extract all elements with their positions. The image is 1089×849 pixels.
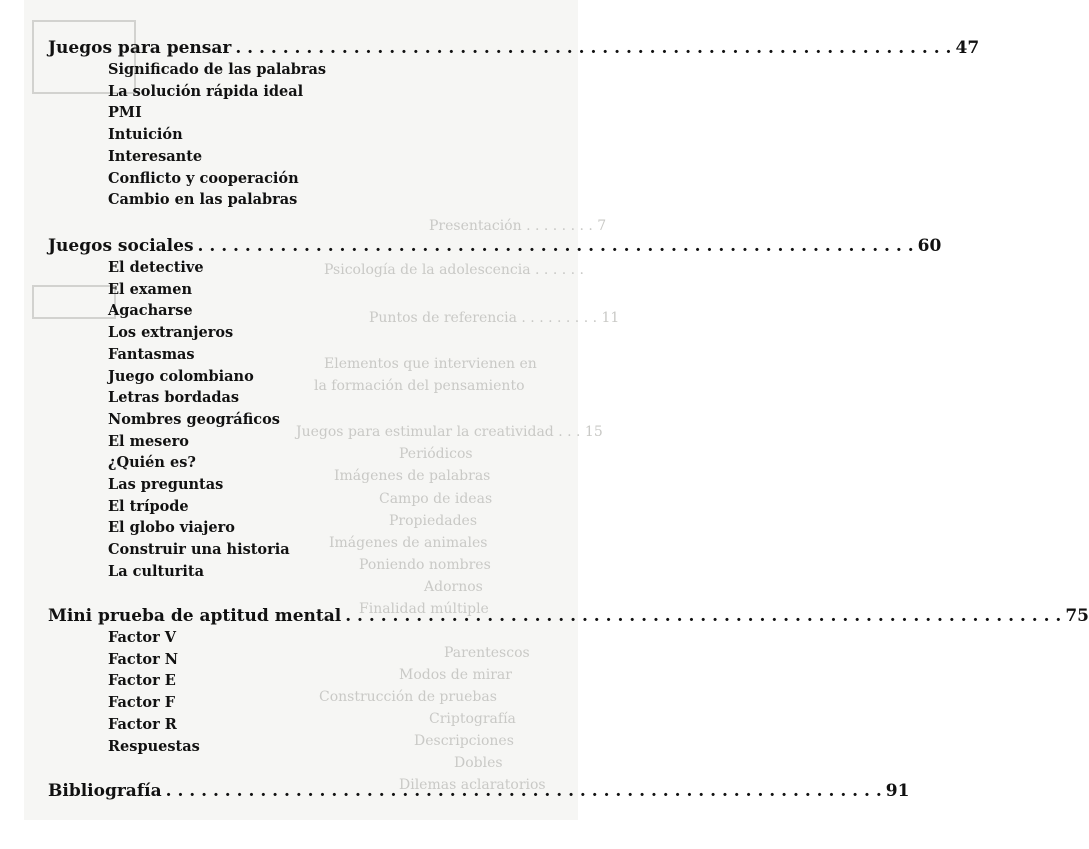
toc-heading-title: Bibliografía [48, 781, 162, 801]
toc-item[interactable]: Cambio en las palabras [108, 191, 298, 209]
toc-item[interactable]: Significado de las palabras [108, 61, 327, 78]
toc-item[interactable]: Intuición [108, 126, 183, 144]
toc-item[interactable]: Los extranjeros [108, 324, 234, 342]
toc-section-juegos-para-pensar [48, 37, 980, 211]
toc-item[interactable]: Nombres geográficos [108, 410, 280, 428]
toc-item[interactable]: PMI [108, 104, 142, 122]
dot-leader [345, 605, 1061, 627]
show-through-text: Campo de ideas [379, 491, 493, 507]
toc-item[interactable]: Conflicto y cooperación [108, 169, 299, 187]
toc-heading-page: 91 [885, 781, 910, 801]
toc-section-mini-prueba [48, 605, 1089, 757]
toc-heading-page: 75 [1065, 606, 1089, 626]
toc-item[interactable]: Factor E [108, 672, 176, 690]
toc-item-list [48, 627, 553, 757]
toc-item[interactable]: El detective [108, 259, 204, 276]
toc-heading-title: Juegos para pensar [48, 38, 232, 58]
show-through-text: Elementos que intervienen en [324, 356, 537, 372]
book-page [24, 0, 1089, 820]
toc-item[interactable]: Fantasmas [108, 345, 195, 363]
show-through-text: Modos de mirar [399, 667, 512, 683]
dot-leader [198, 235, 914, 257]
toc-heading-title: Mini prueba de aptitud mental [48, 606, 342, 626]
toc-item[interactable]: Respuestas [108, 737, 200, 755]
show-through-text: Adornos [424, 579, 483, 595]
toc-heading-page: 60 [917, 236, 942, 256]
show-through-text: Presentación . . . . . . . . 7 [429, 218, 607, 234]
toc-heading-page: 47 [955, 38, 980, 58]
toc-heading[interactable] [48, 605, 1089, 627]
toc-section-bibliografia [48, 780, 910, 802]
show-through-text: Construcción de pruebas [319, 689, 497, 705]
toc-item[interactable]: Las preguntas [108, 476, 224, 494]
show-through-text: Puntos de referencia . . . . . . . . . 11 [369, 310, 620, 326]
toc-heading[interactable] [48, 235, 942, 257]
toc-heading[interactable] [48, 780, 910, 802]
toc-item[interactable]: Juego colombiano [108, 367, 254, 385]
show-through-text: Imágenes de animales [329, 535, 488, 551]
show-through-text: Propiedades [389, 513, 478, 529]
toc-item[interactable]: Agacharse [108, 302, 193, 320]
toc-item[interactable]: La culturita [108, 562, 204, 580]
show-through-text: Criptografía [429, 711, 516, 727]
toc-item[interactable]: La solución rápida ideal [108, 82, 304, 100]
show-through-text: Periódicos [399, 446, 473, 462]
show-through-text: Dilemas aclaratorios [399, 777, 546, 793]
show-through-text: Descripciones [414, 733, 514, 749]
toc-item[interactable]: Interesante [108, 147, 203, 165]
toc-heading[interactable] [48, 37, 980, 59]
toc-item-list [48, 257, 553, 583]
toc-item-list [48, 59, 553, 211]
toc-item[interactable]: Factor R [108, 715, 177, 733]
toc-item[interactable]: El mesero [108, 432, 189, 450]
toc-item[interactable]: Factor N [108, 650, 179, 668]
toc-item[interactable]: ¿Quién es? [108, 454, 196, 472]
toc-item[interactable]: Letras bordadas [108, 389, 240, 407]
dot-leader [235, 37, 951, 59]
show-through-text: Juegos para estimular la creatividad . . . 15 [296, 424, 603, 440]
show-through-text: Poniendo nombres [359, 557, 491, 573]
show-through-text: Psicología de la adolescencia . . . . . . [324, 262, 584, 278]
toc-item[interactable]: Construir una historia [108, 541, 290, 559]
toc-section-juegos-sociales [48, 235, 942, 583]
toc-item[interactable]: El trípode [108, 497, 189, 515]
show-through-text: Parentescos [444, 645, 530, 661]
show-through-text: Imágenes de palabras [334, 468, 491, 484]
toc-item[interactable]: Factor F [108, 694, 176, 712]
show-through-text: Finalidad múltiple [359, 601, 489, 617]
dot-leader [166, 780, 882, 802]
toc-heading-title: Juegos sociales [48, 236, 194, 256]
toc-item[interactable]: Factor V [108, 629, 177, 646]
toc-item[interactable]: El globo viajero [108, 519, 235, 537]
show-through-text: la formación del pensamiento [314, 378, 525, 394]
toc-item[interactable]: El examen [108, 280, 192, 298]
show-through-text: Dobles [454, 755, 503, 771]
